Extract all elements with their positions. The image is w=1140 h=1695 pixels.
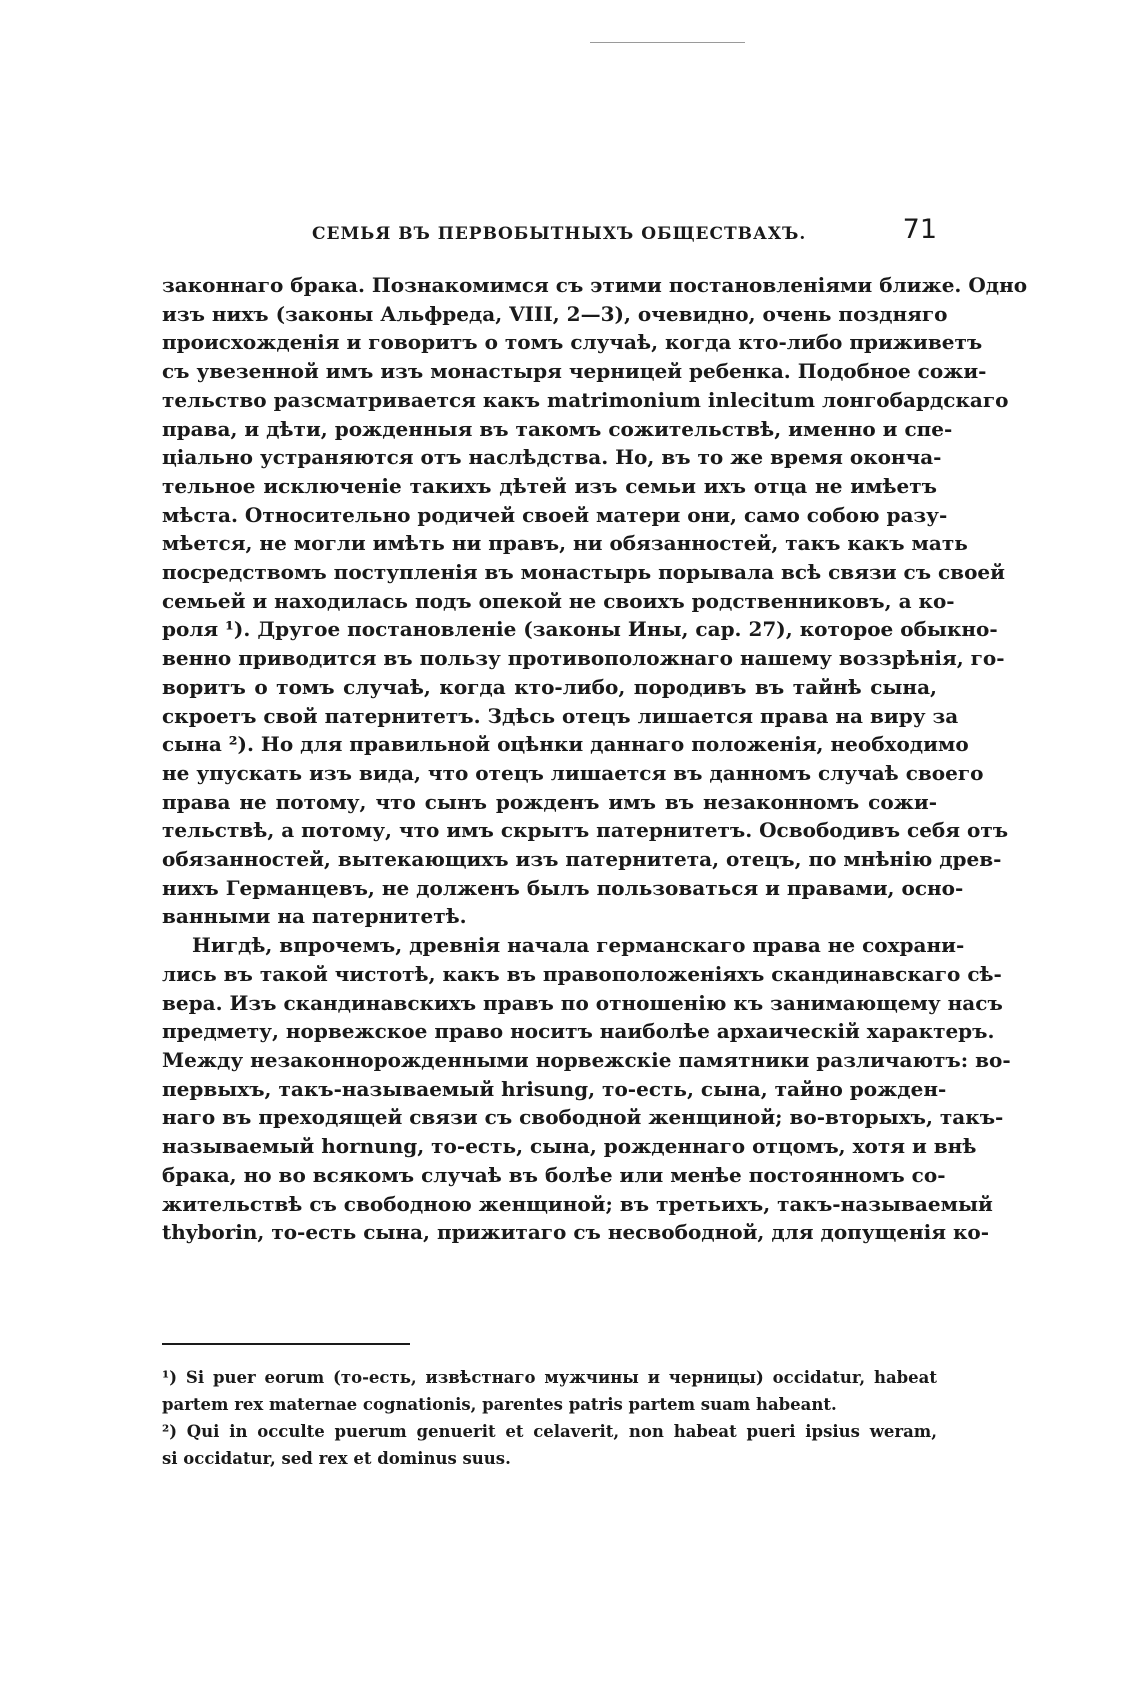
paragraph-line: посредствомъ поступленія въ монастырь порывала всѣ связи съ своей <box>162 560 1005 585</box>
paragraph-line: предмету, норвежское право носитъ наиболѣе архаическій характеръ. <box>162 1019 995 1044</box>
paragraph-line: Между незаконнорожденными норвежскіе памятники различаютъ: во- <box>162 1047 1011 1072</box>
paragraph-line: мѣется, не могли имѣть ни правъ, ни обязанностей, такъ какъ мать <box>162 531 968 556</box>
paragraph-line: семьей и находилась подъ опекой не своихъ родственниковъ, а ко- <box>162 588 955 613</box>
paragraph-line: тельное исключеніе такихъ дѣтей изъ семьи ихъ отца не имѣетъ <box>162 473 937 498</box>
page-number: 71 <box>902 214 937 245</box>
paragraph-line: ціально устраняются отъ наслѣдства. Но, въ то же время оконча- <box>162 445 942 470</box>
paragraph-line: скроетъ свой патернитетъ. Здѣсь отецъ лишается права на виру за <box>162 703 959 728</box>
paragraph-line: происхожденія и говоритъ о томъ случаѣ, когда кто-либо приживетъ <box>162 330 983 355</box>
paragraph-line: вера. Изъ скандинавскихъ правъ по отношенію къ занимающему насъ <box>162 990 1003 1015</box>
paragraph-line: Нигдѣ, впрочемъ, древнія начала германскаго права не сохрани- <box>192 933 965 958</box>
footnotes <box>162 1364 937 1472</box>
paragraph-line: изъ нихъ (законы Альфреда, VIII, 2—3), очевидно, очень поздняго <box>162 301 948 326</box>
paragraph-line: съ увезенной имъ изъ монастыря черницей ребенка. Подобное сожи- <box>162 359 987 384</box>
paragraph-line: жительствѣ съ свободною женщиной; въ третьихъ, такъ-называемый <box>162 1191 993 1216</box>
footnote <box>162 1364 937 1418</box>
paragraph-line: первыхъ, такъ-называемый hrisung, то-есть, сына, тайно рожден- <box>162 1076 947 1101</box>
paragraph-line: права, и дѣти, рожденныя въ такомъ сожительствѣ, именно и спе- <box>162 416 953 441</box>
paragraph-line: нихъ Германцевъ, не долженъ былъ пользоваться и правами, осно- <box>162 875 964 900</box>
footnote-line: partem rex maternae cognationis, parentes patris partem suam habeant. <box>162 1395 837 1414</box>
paragraph-line: тельство разсматривается какъ matrimonium inlecitum лонгобардскаго <box>162 387 1009 412</box>
paragraph-line: ванными на патернитетѣ. <box>162 904 467 929</box>
footnote-line: si occidatur, sed rex et dominus suus. <box>162 1449 511 1468</box>
footnote-separator <box>162 1343 410 1345</box>
paragraph-line: называемый hornung, то-есть, сына, рожденнаго отцомъ, хотя и внѣ <box>162 1134 977 1159</box>
body-text <box>162 271 1028 1247</box>
paragraph-line: лись въ такой чистотѣ, какъ въ правоположеніяхъ скандинавскаго сѣ- <box>162 961 1002 986</box>
paragraph-line: мѣста. Относительно родичей своей матери они, само собою разу- <box>162 502 948 527</box>
paragraph-line: наго въ преходящей связи съ свободной женщиной; во-вторыхъ, такъ- <box>162 1105 1004 1130</box>
footnote-line: ²) Qui in occulte puerum genuerit et celaverit, non habeat pueri ipsius weram, <box>162 1422 937 1441</box>
paragraph-line: венно приводится въ пользу противоположнаго нашему воззрѣнія, го- <box>162 646 1005 671</box>
paragraph-line: права не потому, что сынъ рожденъ имъ въ незаконномъ сожи- <box>162 789 937 814</box>
paragraph-line: воритъ о томъ случаѣ, когда кто-либо, породивъ въ тайнѣ сына, <box>162 674 937 699</box>
paragraph-line: тельствѣ, а потому, что имъ скрытъ патернитетъ. Освободивъ себя отъ <box>162 818 1009 843</box>
paragraph <box>162 271 1028 931</box>
running-title: СЕМЬЯ ВЪ ПЕРВОБЫТНЫХЪ ОБЩЕСТВАХЪ. <box>312 224 807 244</box>
top-rule <box>590 42 745 43</box>
paragraph-line: не упускать изъ вида, что отецъ лишается въ данномъ случаѣ своего <box>162 760 984 785</box>
paragraph-line: роля ¹). Другое постановленіе (законы Ины, cap. 27), которое обыкно- <box>162 617 998 642</box>
paragraph-line: брака, но во всякомъ случаѣ въ болѣе или менѣе постоянномъ со- <box>162 1162 946 1187</box>
paragraph-line: thyborin, то-есть сына, прижитаго съ несвободной, для допущенія ко- <box>162 1220 990 1245</box>
paragraph <box>162 931 1011 1247</box>
paragraph-line: законнаго брака. Познакомимся съ этими постановленіями ближе. Одно <box>162 273 1028 297</box>
footnote <box>162 1418 937 1472</box>
footnote-line: ¹) Si puer eorum (то-есть, извѣстнаго мужчины и черницы) occidatur, habeat <box>162 1368 937 1387</box>
paragraph-line: обязанностей, вытекающихъ изъ патернитета, отецъ, по мнѣнію древ- <box>162 847 1002 872</box>
page-header <box>162 214 937 252</box>
paragraph-line: сына ²). Но для правильной оцѣнки даннаго положенія, необходимо <box>162 732 969 757</box>
